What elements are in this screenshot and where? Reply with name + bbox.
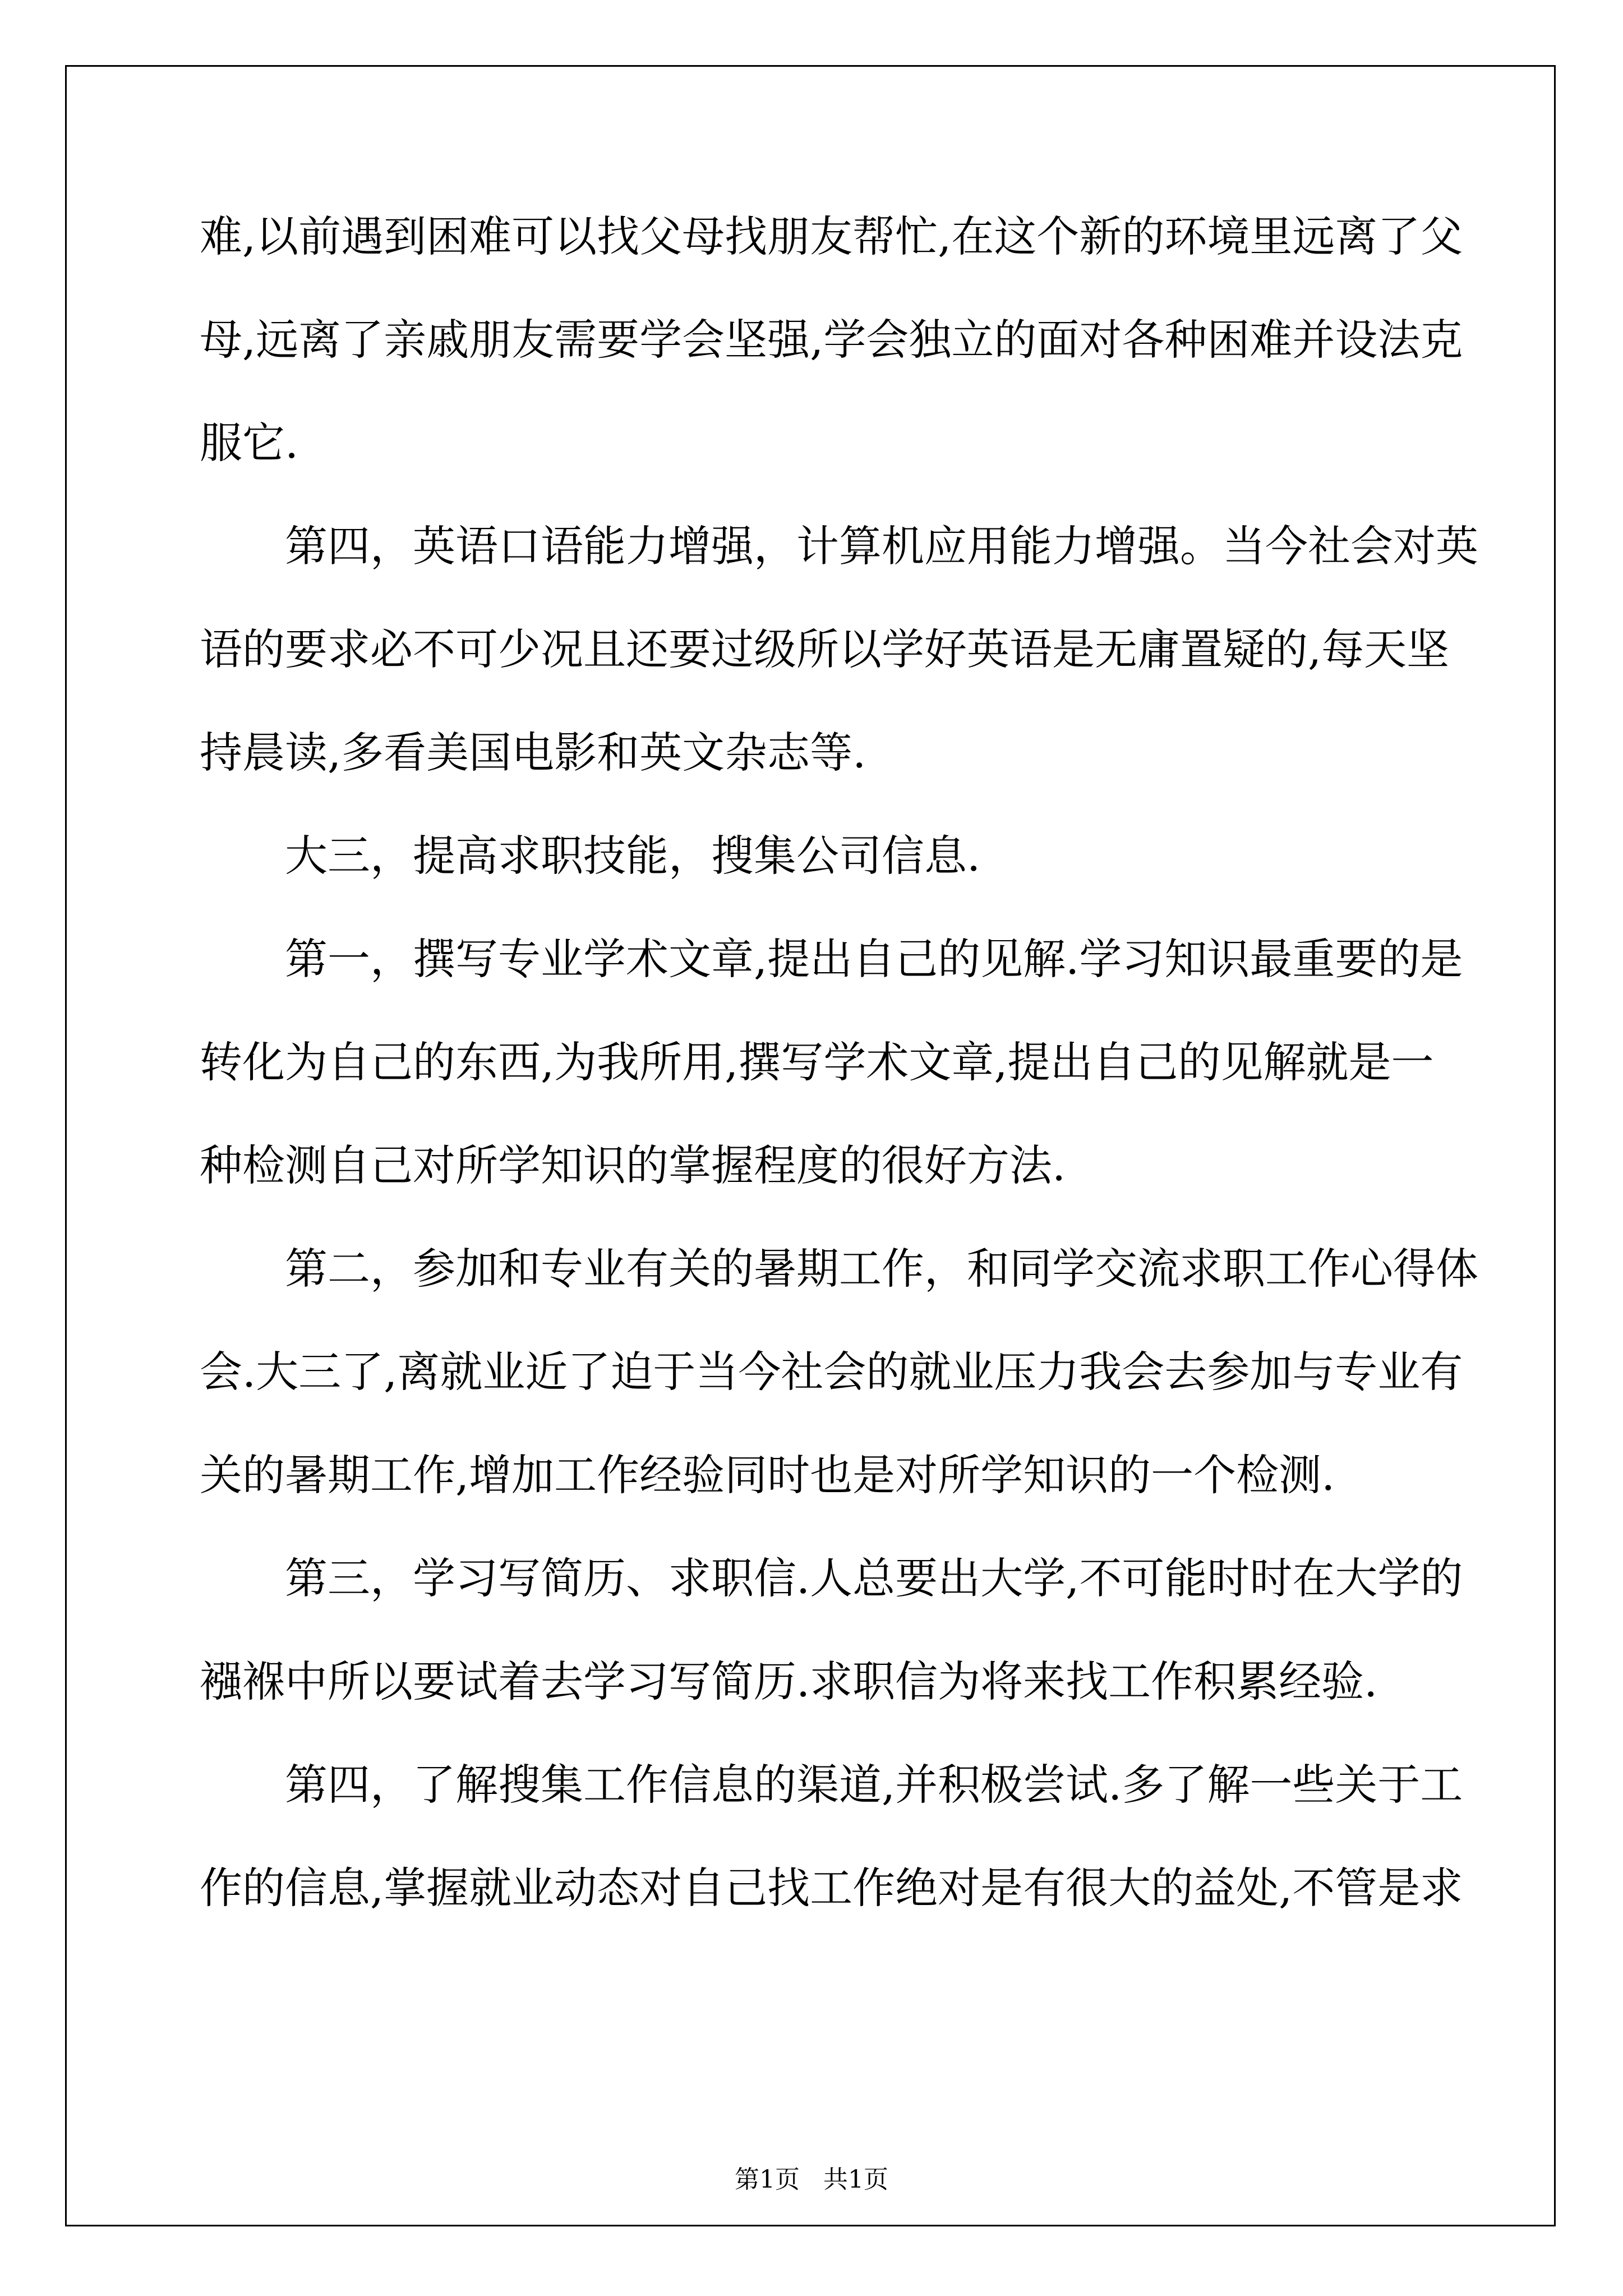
paragraph-start-line: 第一，撰写专业学术文章,提出自己的见解.学习知识最重要的是	[285, 934, 1463, 984]
text-line: 母,远离了亲戚朋友需要学会坚强,学会独立的面对各种困难并设法克	[200, 315, 1463, 365]
text-line: 难,以前遇到困难可以找父母找朋友帮忙,在这个新的环境里远离了父	[200, 211, 1463, 261]
text-line: 作的信息,掌握就业动态对自己找工作绝对是有很大的益处,不管是求	[200, 1863, 1463, 1913]
paragraph-start-line: 第四，了解搜集工作信息的渠道,并积极尝试.多了解一些关于工	[285, 1760, 1463, 1810]
text-line: 转化为自己的东西,为我所用,撰写学术文章,提出自己的见解就是一	[200, 1037, 1434, 1087]
text-line: 服它.	[200, 418, 299, 468]
text-line: 语的要求必不可少况且还要过级所以学好英语是无庸置疑的,每天坚	[200, 624, 1450, 674]
text-line: 襁褓中所以要试着去学习写简历.求职信为将来找工作积累经验.	[200, 1657, 1378, 1706]
paragraph-start-line: 第三，学习写简历、求职信.人总要出大学,不可能时时在大学的	[285, 1553, 1463, 1603]
text-line: 会.大三了,离就业近了迫于当今社会的就业压力我会去参加与专业有	[200, 1347, 1463, 1397]
document-body	[200, 209, 1478, 1963]
page-number-footer: 第1页 共1页	[735, 2165, 888, 2194]
section-heading: 大三，提高求职技能，搜集公司信息.	[285, 831, 981, 881]
paragraph-start-line: 第四，英语口语能力增强，计算机应用能力增强。当今社会对英	[285, 521, 1478, 571]
paragraph-start-line: 第二，参加和专业有关的暑期工作，和同学交流求职工作心得体	[285, 1244, 1478, 1294]
text-line: 关的暑期工作,增加工作经验同时也是对所学知识的一个检测.	[200, 1450, 1335, 1500]
text-line: 种检测自己对所学知识的掌握程度的很好方法.	[200, 1140, 1066, 1190]
text-line: 持晨读,多看美国电影和英文杂志等.	[200, 728, 866, 777]
